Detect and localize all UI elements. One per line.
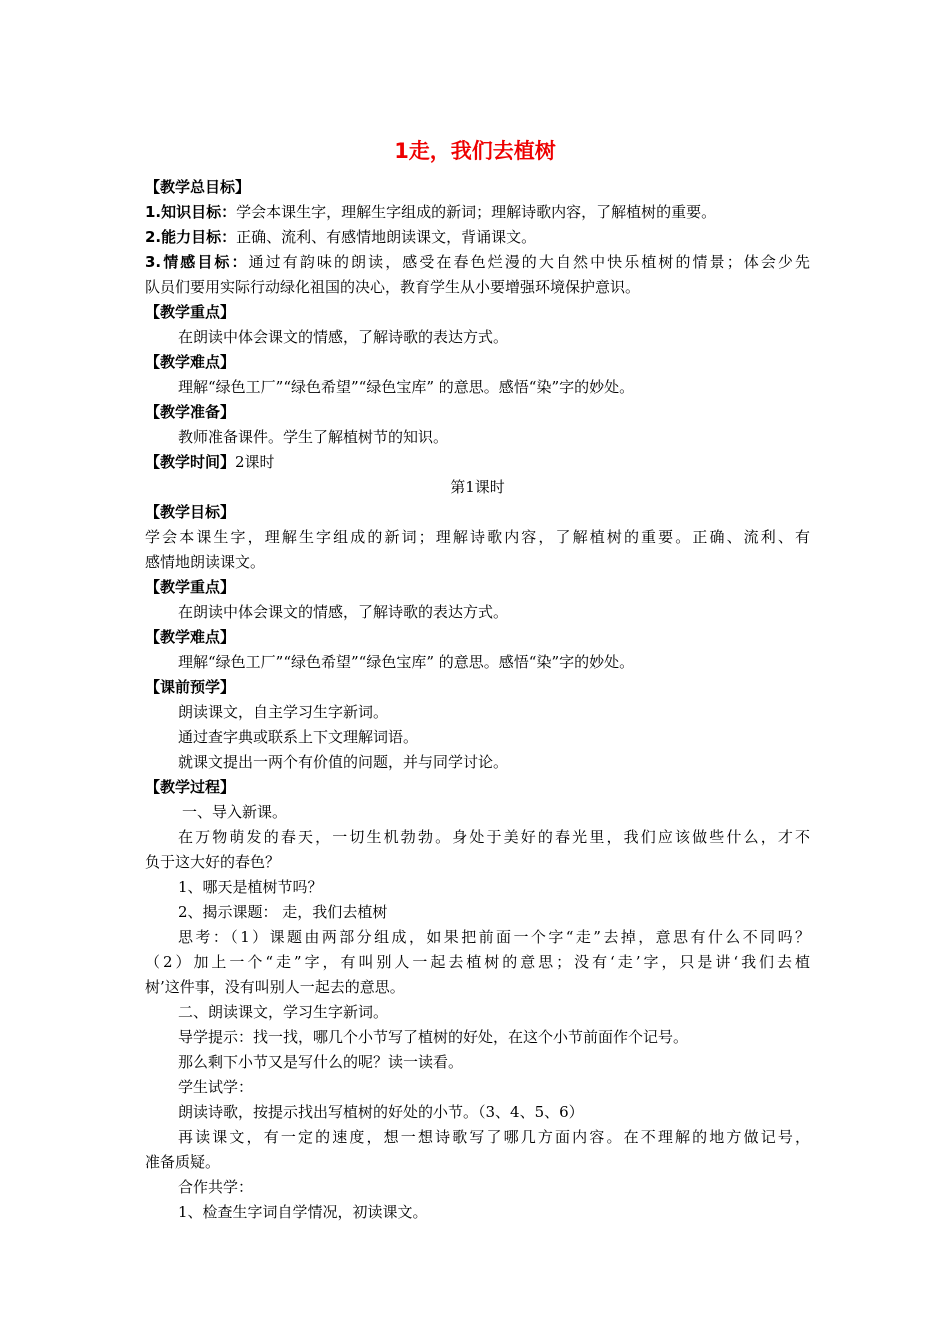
goal-ability-text: 正确、流利、有感情地朗读课文，背诵课文。 [236,228,537,246]
goal-emotion-label: 3.情感目标： [145,253,249,271]
time-text: 2课时 [235,453,275,471]
time-row [145,450,810,475]
process-paragraph: 1、检查生字词自学情况，初读课文。 [178,1203,428,1221]
l1-difficulty-text: 理解“绿色工厂”“绿色希望”“绿色宝库” 的意思。感悟“染”字的妙处。 [178,653,635,671]
document-title: 1走，我们去植树 [394,139,556,163]
preview-item: 通过查字典或联系上下文理解词语。 [178,728,419,746]
process-paragraph: 那么剩下小节又是写什么的呢？读一读看。 [178,1053,464,1071]
process-paragraph: 思考：（1）课题由两部分组成，如果把前面一个字“走”去掉，意思有什么不同吗？ [178,928,810,946]
process-paragraph: 负于这大好的春色？ [145,853,281,871]
process-paragraph: 合作共学： [178,1178,254,1196]
l1-focus-heading: 【教学重点】 [145,578,236,596]
goal-ability [145,225,810,250]
focus-text: 在朗读中体会课文的情感，了解诗歌的表达方式。 [178,328,509,346]
process-paragraph: 一、导入新课。 [182,803,288,821]
l1-goal-heading: 【教学目标】 [145,503,236,521]
goal-emotion [145,250,810,275]
goal-knowledge-text: 学会本课生字，理解生字组成的新词；理解诗歌内容，了解植树的重要。 [236,203,717,221]
preview-heading: 【课前预学】 [145,678,236,696]
process-paragraph: 导学提示：找一找，哪几个小节写了植树的好处，在这个小节前面作个记号。 [178,1028,689,1046]
process-paragraph: 准备质疑。 [145,1153,221,1171]
difficulty-heading: 【教学难点】 [145,353,236,371]
l1-goal-text: 学会本课生字，理解生字组成的新词；理解诗歌内容，了解植树的重要。正确、流利、有 [145,528,810,546]
goal-ability-label: 2.能力目标： [145,228,237,246]
focus-heading: 【教学重点】 [145,303,236,321]
process-paragraph: 朗读诗歌，按提示找出写植树的好处的小节。（3、4、5、6） [178,1103,584,1121]
difficulty-text: 理解“绿色工厂”“绿色希望”“绿色宝库” 的意思。感悟“染”字的妙处。 [178,378,635,396]
l1-goal-text-cont: 感情地朗读课文。 [145,553,266,571]
preview-item: 朗读课文，自主学习生字新词。 [178,703,389,721]
process-paragraph: 1、哪天是植树节吗？ [178,878,323,896]
process-paragraph: 再读课文，有一定的速度，想一想诗歌写了哪几方面内容。在不理解的地方做记号， [178,1128,810,1146]
l1-focus-text: 在朗读中体会课文的情感，了解诗歌的表达方式。 [178,603,509,621]
preview-item: 就课文提出一两个有价值的问题，并与同学讨论。 [178,753,509,771]
l1-difficulty-heading: 【教学难点】 [145,628,236,646]
goal-emotion-text: 通过有韵味的朗读，感受在春色烂漫的大自然中快乐植树的情景；体会少先 [248,253,810,271]
process-paragraph: 在万物萌发的春天，一切生机勃勃。身处于美好的春光里，我们应该做些什么，才不 [178,828,810,846]
process-paragraph: （2）加上一个“走”字，有叫别人一起去植树的意思；没有‘走’字，只是讲‘我们去植 [145,953,810,971]
time-heading: 【教学时间】 [145,453,236,471]
goal-knowledge [145,200,810,225]
goal-knowledge-label: 1.知识目标： [145,203,237,221]
prep-heading: 【教学准备】 [145,403,236,421]
goal-emotion-cont: 队员们要用实际行动绿化祖国的决心，教育学生从小要增强环境保护意识。 [145,278,641,296]
process-heading: 【教学过程】 [145,778,236,796]
process-paragraph: 2、揭示课题： 走，我们去植树 [178,903,388,921]
prep-text: 教师准备课件。学生了解植树节的知识。 [178,428,449,446]
process-paragraph: 学生试学： [178,1078,254,1096]
lesson-1-title: 第1课时 [450,478,505,496]
process-paragraph: 二、朗读课文，学习生字新词。 [178,1003,389,1021]
goals-heading: 【教学总目标】 [145,178,251,196]
process-paragraph: 树’这件事，没有叫别人一起去的意思。 [145,978,405,996]
